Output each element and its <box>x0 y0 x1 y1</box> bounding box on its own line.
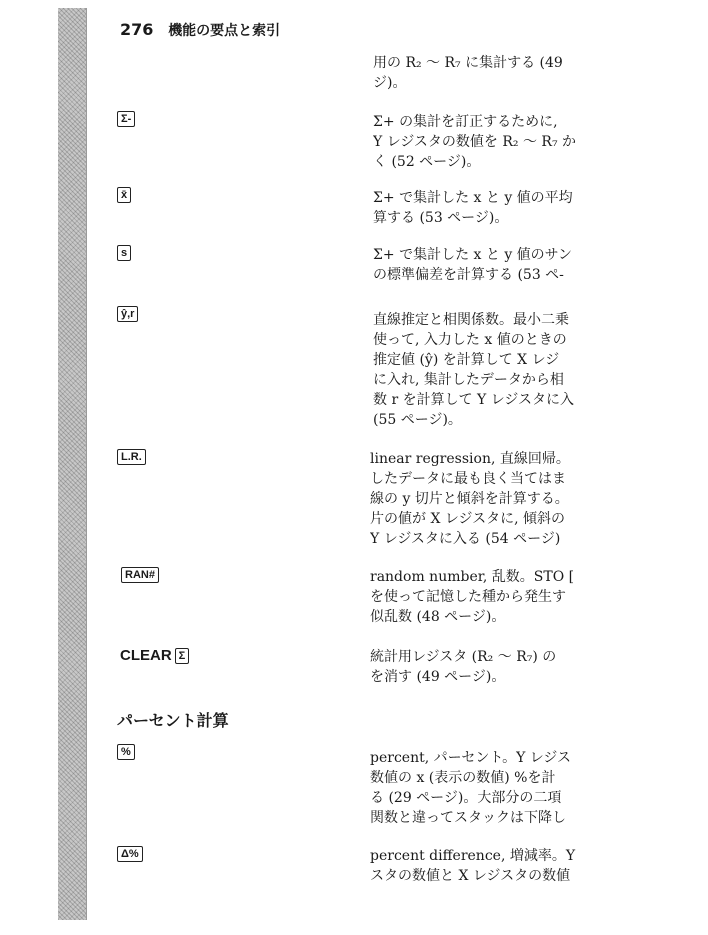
entry-description <box>373 53 608 93</box>
description-line: random number, 乱数。STO [ <box>370 569 575 585</box>
random-number-key: RAN# <box>121 567 159 583</box>
binding-edge <box>58 8 87 920</box>
description-line: percent difference, 増減率。Y <box>370 848 576 864</box>
description-line: linear regression, 直線回帰。 <box>370 451 570 467</box>
description-line: 線の y 切片と傾斜を計算する。 <box>370 491 569 507</box>
page-header <box>120 20 280 40</box>
percent-key: % <box>117 744 135 760</box>
entry-description <box>373 245 608 285</box>
clear-label: CLEAR <box>120 647 172 664</box>
entry-description <box>370 647 608 687</box>
description-line: Y レジスタに入る (54 ページ) <box>370 531 561 547</box>
description-line: を消す (49 ページ)。 <box>370 669 506 685</box>
linear-estimate-key: ŷ,r <box>117 306 138 322</box>
description-line: 直線推定と相関係数。最小二乗 <box>373 312 569 328</box>
description-line: に入れ, 集計したデータから相 <box>373 372 564 388</box>
description-line: 似乱数 (48 ページ)。 <box>370 609 506 625</box>
entry-description <box>373 188 608 228</box>
description-line: 推定値 (ŷ) を計算して X レジ <box>373 352 560 368</box>
description-line: スタの数値と X レジスタの数値 <box>370 868 571 884</box>
description-line: (55 ページ)。 <box>373 412 462 428</box>
description-line: Y レジスタの数値を R₂ ～ R₇ か <box>373 134 577 150</box>
section-heading: パーセント計算 <box>117 711 229 730</box>
clear-statistics-key <box>120 647 189 665</box>
description-line: 数 r を計算して Y レジスタに入 <box>373 392 574 408</box>
std-dev-key: s <box>117 245 131 261</box>
description-line: 統計用レジスタ (R₂ ～ R₇) の <box>370 649 557 665</box>
description-line: ジ)。 <box>373 75 407 91</box>
entry-description <box>370 846 608 886</box>
percent-difference-key: Δ% <box>117 846 143 862</box>
entry-description <box>373 310 608 430</box>
description-line: したデータに最も良く当てはま <box>370 471 566 487</box>
mean-key: x̄ <box>117 187 131 203</box>
description-line: Σ+ の集計を訂正するために, <box>373 114 558 130</box>
description-line: 数値の x (表示の数値) %を計 <box>370 770 556 786</box>
description-line: 関数と違ってスタックは下降し <box>370 810 566 826</box>
description-line: く (52 ページ)。 <box>373 154 481 170</box>
entry-description <box>373 112 608 172</box>
page-title: 機能の要点と索引 <box>168 23 281 39</box>
description-line: 片の値が X レジスタに, 傾斜の <box>370 511 565 527</box>
description-line: を使って記憶した種から発生す <box>370 589 566 605</box>
sigma-key: Σ <box>175 648 190 664</box>
sigma-minus-key: Σ- <box>117 111 135 127</box>
description-line: 用の R₂ ～ R₇ に集計する (49 <box>373 55 563 71</box>
entry-description <box>370 567 608 627</box>
description-line: る (29 ページ)。大部分の二項 <box>370 790 562 806</box>
entry-description <box>370 748 608 828</box>
description-line: 使って, 入力した x 値のときの <box>373 332 567 348</box>
entry-description <box>370 449 608 549</box>
description-line: の標準偏差を計算する (53 ペ- <box>373 267 564 283</box>
description-line: Σ+ で集計した x と y 値のサン <box>373 247 572 263</box>
description-line: Σ+ で集計した x と y 値の平均 <box>373 190 573 206</box>
linear-regression-key: L.R. <box>117 449 146 465</box>
description-line: percent, パーセント。Y レジス <box>370 750 571 766</box>
page-number: 276 <box>120 20 154 39</box>
description-line: 算する (53 ページ)。 <box>373 210 509 226</box>
